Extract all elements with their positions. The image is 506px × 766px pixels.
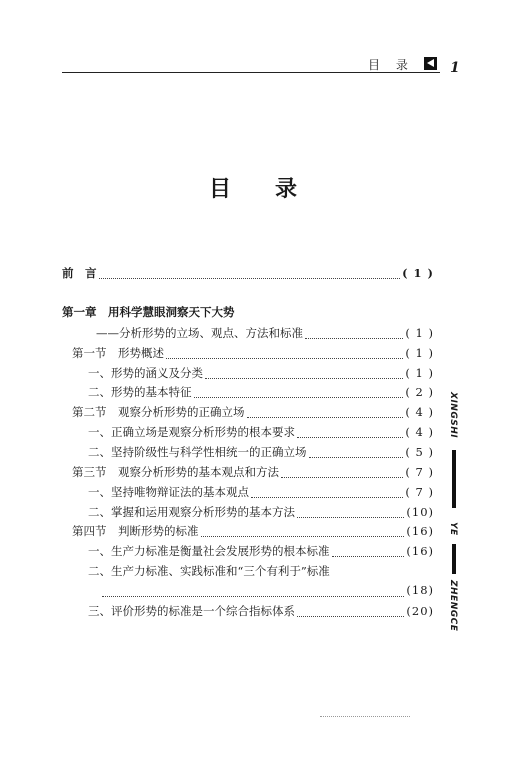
toc-section-3[interactable] [72,464,434,484]
title-char-2: 录 [275,177,298,202]
toc-label: 二、生产力标准、实践标准和“三个有利于”标准 [88,564,330,578]
triangle-marker-icon [424,57,437,70]
toc-page: ( 2 ) [405,385,434,399]
side-text-bottom: ZHENGCE [448,580,458,632]
toc-label: 二、形势的基本特征 [88,385,192,399]
toc-preface[interactable] [62,265,434,285]
toc-page: ( 1 ) [405,366,434,380]
toc-item[interactable] [88,424,434,444]
toc-page: (10) [406,505,434,519]
toc-label: 一、正确立场是观察分析形势的根本要求 [88,425,295,439]
toc-item[interactable] [88,563,434,583]
toc-label: 一、形势的涵义及分类 [88,366,203,380]
toc-page: ( 4 ) [405,405,434,419]
toc-label: 二、坚持阶级性与科学性相统一的正确立场 [88,445,307,459]
toc-page: ( 4 ) [405,425,434,439]
toc-section-4[interactable] [72,523,434,543]
toc-label: 第四节 判断形势的标准 [72,524,199,538]
toc-item-continuation[interactable] [100,583,434,603]
toc-item[interactable] [88,603,434,623]
toc-label: 第二节 观察分析形势的正确立场 [72,405,245,419]
toc-item[interactable] [88,484,434,504]
toc-page: ( 1 ) [405,346,434,360]
toc-item[interactable] [88,384,434,404]
toc-chapter-1-subtitle[interactable] [96,325,434,345]
toc-page: ( 7 ) [405,485,434,499]
toc-label: 前 言 [62,266,97,280]
toc-page: (16) [406,544,434,558]
side-text-middle: YE [448,522,458,536]
running-head: 目 录 [368,58,414,72]
side-bar-upper [452,450,456,508]
toc-page: (20) [406,604,434,618]
side-bar-lower [452,544,456,574]
page-title [0,172,506,203]
toc-page: ( 1 ) [405,326,434,340]
toc-item[interactable] [88,444,434,464]
toc-page: ( 7 ) [405,465,434,479]
toc-label: 一、生产力标准是衡量社会发展形势的根本标准 [88,544,330,558]
toc-page: (16) [406,524,434,538]
toc-item[interactable] [88,543,434,563]
toc-page: (18) [406,583,434,597]
toc-section-2[interactable] [72,404,434,424]
toc-label: 一、坚持唯物辩证法的基本观点 [88,485,249,499]
toc-page: ( 1 ) [402,266,434,280]
scan-mark [320,716,410,717]
page-number: 1 [450,60,460,76]
toc-label: 二、掌握和运用观察分析形势的基本方法 [88,505,295,519]
toc-label: 第一章 用科学慧眼洞察天下大势 [62,305,235,319]
toc-item[interactable] [88,504,434,524]
side-text-top: XINGSHI [448,392,458,439]
toc-label: 三、评价形势的标准是一个综合指标体系 [88,604,295,618]
toc-page: ( 5 ) [405,445,434,459]
title-char-1: 目 [208,177,231,202]
toc-section-1[interactable] [72,345,434,365]
toc-label: 第三节 观察分析形势的基本观点和方法 [72,465,279,479]
toc-label: 第一节 形势概述 [72,346,164,360]
toc-item[interactable] [88,365,434,385]
toc-chapter-1[interactable] [62,304,434,324]
toc-label: ——分析形势的立场、观点、方法和标准 [96,326,303,340]
